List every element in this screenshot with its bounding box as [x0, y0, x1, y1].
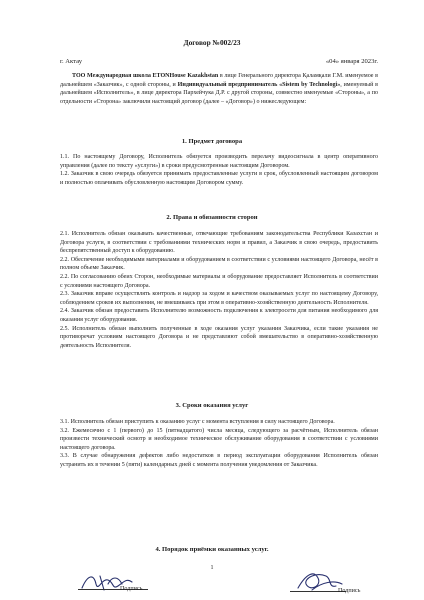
section-3-body: [60, 418, 378, 470]
clause-3-3: 3.3. В случае обнаружения дефектов либо недостатков в период эксплуатации оборудования Исполнитель обязан устранить их в течении 5 (пяти) календарных дней с момента получения уведомления от Заказчика.: [60, 453, 378, 468]
clause-2-2b: 2.2. По согласованию обеих Сторон, необходимые материалы и оборудование предоставляет Исполнитель в соответствии с условиями настоящего Договора.: [60, 273, 378, 289]
clause-2-5: 2.5. Исполнитель обязан выполнить полученные в ходе оказания услуг указания Заказчика, если такие указания не противоречат условиям настоящего Договора и не представляют собой вмешательство в оперативно-хозяйственную деятельность Исполнителя.: [60, 325, 378, 349]
section-1-body: [60, 153, 378, 187]
clause-3-2: 3.2. Ежемесячно с 1 (первого) до 15 (пятнадцатого) числа месяца, следующего за расчётным, Исполнитель обязан произвести технический осмотр и необходимое техническое обслуживание оборудования в соответствии с условиями настоящего договора.: [60, 427, 378, 451]
document-title: Договор №002/23: [183, 38, 241, 47]
clause-1-2: 1.2. Заказчик в свою очередь обязуется принимать предоставленные услуги в срок, обусловленный настоящим договором и полностью оплачивать обусловленную настоящим Договором сумму.: [60, 171, 378, 186]
signature-right-label: Подпись: [338, 588, 361, 594]
preamble: [60, 72, 378, 106]
preamble-text-1: в лице Генерального директора Қаламқали Г.М. именуемое в дальнейшем «Заказчик», с одной стороны, и: [60, 73, 378, 88]
signature-left-label: Подпись: [120, 586, 143, 592]
signature-left-icon: [78, 570, 218, 594]
section-2-title: 2. Права и обязанности сторон: [166, 214, 258, 221]
document-city: г. Актау: [60, 58, 82, 65]
section-4-title: 4. Порядок приёмки оказанных услуг.: [155, 546, 269, 553]
clause-2-1: 2.1. Исполнитель обязан оказывать качественные, отвечающие требованиям законодательства Республики Казахстан и Договора услуги, в соответствии с требованиями технических норм и правил, а Заказчик в свою очередь, предоставить беспрепятственный доступ к оборудованию.: [60, 231, 378, 255]
clause-2-2: 2.2. Обеспечение необходимыми материалами и оборудованием в соответствии с условиями настоящего Договора, несёт в полном объеме Заказчик.: [60, 256, 378, 272]
section-1-title: 1. Предмет договора: [181, 138, 243, 145]
clause-1-1: 1.1. По настоящему Договору, Исполнитель обязуется производить перелачу видеосигнала в центр оперативного управления (далее по тексту «услуги») в сроки предусмотренные настоящим Договором.: [60, 154, 378, 169]
document-date: «04» января 2023г.: [325, 58, 378, 65]
clause-2-4: 2.4. Заказчик обязан предоставить Исполнителю возможность подключения к электросети для питания необходимого для оказания услуг оборудования.: [60, 308, 378, 323]
preamble-text-2: , именуемый в дальнейшем «Исполнитель», в лице директора Пархейчука Д.Р. с другой стороны, совместно именуемые «Стороны», а по отдельности «Сторона» заключили настоящий договор (далее – «Договор») о нижеследующем:: [60, 81, 378, 105]
section-3-title: 3. Сроки оказания услуг: [175, 402, 249, 409]
clause-3-1: 3.1. Исполнитель обязан приступить к оказанию услуг с момента вступления в силу настоящего Договора.: [60, 419, 335, 425]
preamble-org: ТОО Международная школа ETONHouse Kazakhstan: [72, 73, 219, 79]
section-2-body: [60, 230, 378, 350]
clause-2-3: 2.3. Заказчик вправе осуществлять контроль и надзор за ходом и качеством оказываемых услуг по настоящему Договору, соблюдением сроков их выполнения, не вмешиваясь при этом в оперативно-хозяйственную деятельность Исполнителя.: [60, 291, 378, 306]
preamble-ip: Индивидуальный предприниматель «Sistem by Technologi»: [177, 81, 341, 88]
page-number: 1: [210, 565, 214, 571]
